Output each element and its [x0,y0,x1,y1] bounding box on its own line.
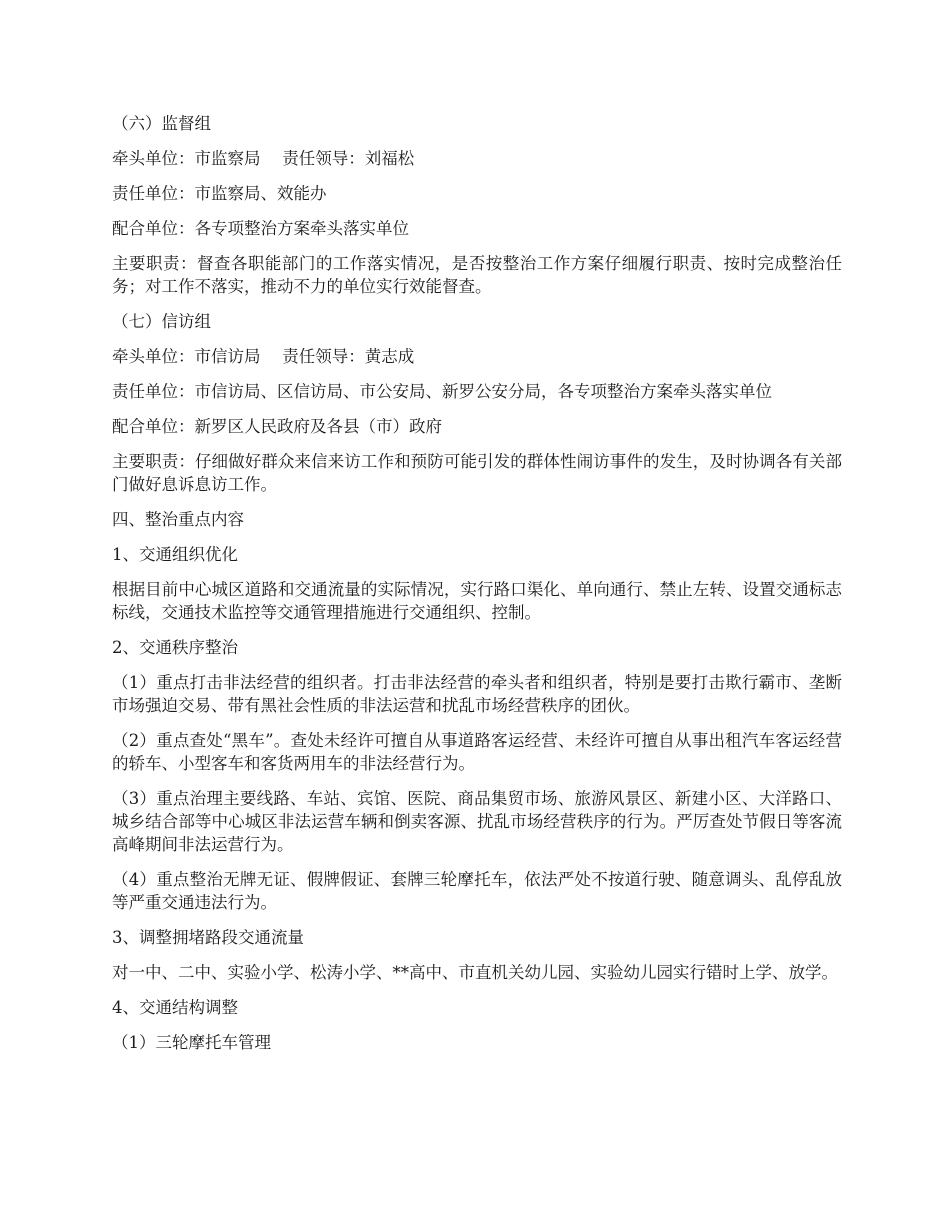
main-duties-paragraph: 主要职责：督查各职能部门的工作落实情况，是否按整治工作方案仔细履行职责、按时完成整治任务；对工作不落实，推动不力的单位实行效能督查。 [112,254,842,296]
list-item: （1）三轮摩托车管理 [112,1033,271,1052]
list-item: （1）重点打击非法经营的组织者。打击非法经营的牵头者和组织者，特别是要打击欺行霸市、垄断市场强迫交易、带有黑社会性质的非法运营和扰乱市场经营秩序的团伙。 [112,673,842,715]
subheading-traffic-order: 2、交通秩序整治 [112,638,238,657]
cooperating-unit-line: 配合单位：新罗区人民政府及各县（市）政府 [112,417,442,436]
subheading-traffic-organization: 1、交通组织优化 [112,545,238,564]
main-duties-paragraph: 主要职责：仔细做好群众来信来访工作和预防可能引发的群体性闹访事件的发生，及时协调各有关部门做好息诉息访工作。 [112,452,842,494]
section-heading-petition-group: （七）信访组 [112,312,211,331]
body-paragraph: 对一中、二中、实验小学、松涛小学、**高中、市直机关幼儿园、实验幼儿园实行错时上学、放学。 [112,963,838,982]
subheading-congestion-flow: 3、调整拥堵路段交通流量 [112,928,304,947]
body-paragraph: 根据目前中心城区道路和交通流量的实际情况，实行路口渠化、单向通行、禁止左转、设置交通标志标线，交通技术监控等交通管理措施进行交通组织、控制。 [112,580,842,622]
cooperating-unit-line: 配合单位：各专项整治方案牵头落实单位 [112,219,409,238]
list-item: （4）重点整治无牌无证、假牌假证、套牌三轮摩托车，依法严处不按道行驶、随意调头、乱停乱放等严重交通违法行为。 [112,870,842,912]
list-item: （2）重点查处“黑车”。查处未经许可擅自从事道路客运经营、未经许可擅自从事出租汽车客运经营的轿车、小型客车和客货两用车的非法经营行为。 [112,731,842,773]
section-heading-key-content: 四、整治重点内容 [112,510,244,529]
subheading-traffic-structure: 4、交通结构调整 [112,998,238,1017]
responsible-unit-line: 责任单位：市监察局、效能办 [112,184,327,203]
list-item: （3）重点治理主要线路、车站、宾馆、医院、商品集贸市场、旅游风景区、新建小区、大洋路口、城乡结合部等中心城区非法运营车辆和倒卖客源、扰乱市场经营秩序的行为。严厉查处节假日等客流高峰期间非法运营行为。 [112,789,842,854]
lead-unit-line: 牵头单位：市信访局 责任领导：黄志成 [112,347,415,366]
document-body [112,112,842,1066]
lead-unit-line: 牵头单位：市监察局 责任领导：刘福松 [112,149,415,168]
section-heading-supervision-group: （六）监督组 [112,114,211,133]
responsible-unit-line: 责任单位：市信访局、区信访局、市公安局、新罗公安分局，各专项整治方案牵头落实单位 [112,382,772,401]
